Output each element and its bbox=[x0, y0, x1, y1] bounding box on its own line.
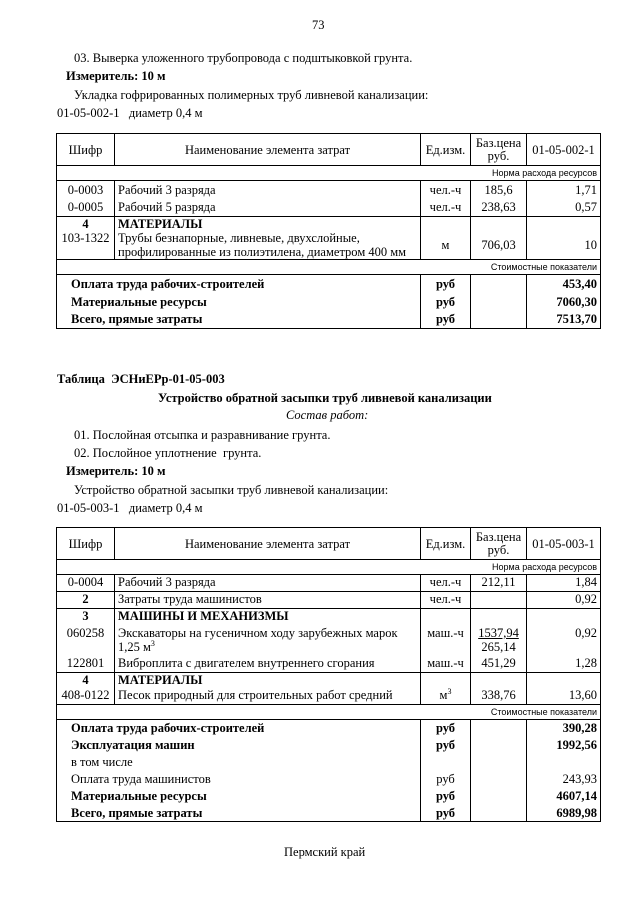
total-value: 390,28 bbox=[527, 720, 601, 737]
total-row bbox=[57, 737, 601, 754]
group-name: МАТЕРИАЛЫ bbox=[115, 217, 421, 232]
material-price: 706,03 bbox=[471, 231, 527, 260]
row-value: 1,28 bbox=[527, 654, 601, 672]
excavator-name-line2: 1,25 $м^3$ bbox=[118, 638, 155, 654]
total-label: Оплата труда рабочих-строителей bbox=[57, 720, 421, 737]
total-label: в том числе bbox=[57, 754, 421, 771]
group-name: МАШИНЫ И МЕХАНИЗМЫ bbox=[115, 609, 421, 624]
row-name: Рабочий 3 разряда bbox=[115, 575, 421, 592]
work-step: 01. Послойная отсыпка и разравнивание грунта. bbox=[74, 428, 331, 442]
row-value: 0,57 bbox=[527, 199, 601, 217]
header-unit: Ед.изм. bbox=[421, 528, 471, 560]
excavator-price-2: 265,14 bbox=[481, 640, 516, 654]
group-code: 3 bbox=[57, 609, 115, 624]
total-row bbox=[57, 788, 601, 805]
table-row bbox=[57, 231, 601, 260]
row-code: 0-0004 bbox=[57, 575, 115, 592]
row-price: 185,6 bbox=[471, 181, 527, 199]
header-code: Шифр bbox=[57, 134, 115, 166]
row-code: 0-0005 bbox=[57, 199, 115, 217]
table-row bbox=[57, 181, 601, 199]
total-label: Оплата труда машинистов bbox=[57, 771, 421, 788]
header-price: Баз.цена руб. bbox=[471, 134, 527, 166]
material-name bbox=[115, 231, 421, 260]
total-unit: руб bbox=[421, 720, 471, 737]
work-step: 02. Послойное уплотнение грунта. bbox=[74, 446, 262, 460]
table-row bbox=[57, 623, 601, 654]
total-unit: руб bbox=[421, 311, 471, 329]
estimate-table-2 bbox=[56, 527, 601, 822]
table-row bbox=[57, 592, 601, 609]
total-unit: руб bbox=[421, 805, 471, 822]
material-name-line2: профилированные из полиэтилена, диаметром 400 мм bbox=[118, 245, 407, 259]
row-unit: чел.-ч bbox=[421, 181, 471, 199]
header-unit: Ед.изм. bbox=[421, 134, 471, 166]
row-unit: чел.-ч bbox=[421, 575, 471, 592]
row-code: 0-0003 bbox=[57, 181, 115, 199]
row-price: 238,63 bbox=[471, 199, 527, 217]
work-description: Устройство обратной засыпки труб ливневой канализации: bbox=[74, 483, 389, 497]
cost-label: Стоимостные показатели bbox=[57, 705, 601, 720]
header-norm: 01-05-003-1 bbox=[527, 528, 601, 560]
norm-label: Норма расхода ресурсов bbox=[57, 560, 601, 575]
work-step: 03. Выверка уложенного трубопровода с подштыковкой грунта. bbox=[74, 51, 413, 65]
total-row bbox=[57, 771, 601, 788]
total-value: 7060,30 bbox=[527, 293, 601, 311]
header-name: Наименование элемента затрат bbox=[115, 528, 421, 560]
row-code: 060258 bbox=[57, 623, 115, 654]
table-row bbox=[57, 575, 601, 592]
row-code: 122801 bbox=[57, 654, 115, 672]
total-row bbox=[57, 293, 601, 311]
row-name: Рабочий 5 разряда bbox=[115, 199, 421, 217]
total-value: 7513,70 bbox=[527, 311, 601, 329]
total-row bbox=[57, 720, 601, 737]
page-number: 73 bbox=[312, 18, 325, 32]
row-name: Затраты труда машинистов bbox=[115, 592, 421, 609]
total-label: Всего, прямые затраты bbox=[57, 311, 421, 329]
row-price: 451,29 bbox=[471, 654, 527, 672]
material-code: 103-1322 bbox=[57, 231, 115, 260]
code-line: 01-05-003-1 диаметр 0,4 м bbox=[57, 501, 203, 515]
composition-label: Состав работ: bbox=[286, 408, 369, 422]
header-code: Шифр bbox=[57, 528, 115, 560]
total-unit: руб bbox=[421, 788, 471, 805]
estimate-table-1 bbox=[56, 133, 601, 329]
row-price: 212,11 bbox=[471, 575, 527, 592]
table-row bbox=[57, 217, 601, 232]
table-row bbox=[57, 672, 601, 687]
table-row bbox=[57, 687, 601, 705]
total-unit: руб bbox=[421, 737, 471, 754]
row-value: 1,71 bbox=[527, 181, 601, 199]
page-footer: Пермский край bbox=[284, 845, 366, 859]
row-value: 0,92 bbox=[527, 592, 601, 609]
total-row bbox=[57, 805, 601, 822]
row-name: Рабочий 3 разряда bbox=[115, 181, 421, 199]
total-unit: руб bbox=[421, 275, 471, 293]
row-name bbox=[115, 623, 421, 654]
material-name-line1: Трубы безнапорные, ливневые, двухслойные, bbox=[118, 231, 360, 245]
total-label: Эксплуатация машин bbox=[57, 737, 421, 754]
cost-label: Стоимостные показатели bbox=[57, 260, 601, 275]
total-value: 1992,56 bbox=[527, 737, 601, 754]
measure-unit: Измеритель: 10 м bbox=[66, 69, 166, 83]
work-description: Укладка гофрированных полимерных труб ливневой канализации: bbox=[74, 88, 429, 102]
material-value: 10 bbox=[527, 231, 601, 260]
table-title: Таблица ЭСНиЕРр-01-05-003 bbox=[57, 372, 225, 386]
total-value: 243,93 bbox=[527, 771, 601, 788]
table-row bbox=[57, 609, 601, 624]
header-norm: 01-05-002-1 bbox=[527, 134, 601, 166]
total-row bbox=[57, 754, 601, 771]
code-line: 01-05-002-1 диаметр 0,4 м bbox=[57, 106, 203, 120]
row-name: Виброплита с двигателем внутреннего сгорания bbox=[115, 654, 421, 672]
group-name: МАТЕРИАЛЫ bbox=[115, 672, 421, 687]
material-unit: м bbox=[421, 231, 471, 260]
header-name: Наименование элемента затрат bbox=[115, 134, 421, 166]
row-value: 13,60 bbox=[527, 687, 601, 705]
section-heading: Устройство обратной засыпки труб ливневой канализации bbox=[158, 391, 492, 405]
table-row bbox=[57, 199, 601, 217]
total-label: Материальные ресурсы bbox=[57, 293, 421, 311]
total-row bbox=[57, 311, 601, 329]
table-row bbox=[57, 654, 601, 672]
row-unit: $м^3$ bbox=[421, 687, 471, 705]
row-code: 2 bbox=[57, 592, 115, 609]
row-unit: чел.-ч bbox=[421, 592, 471, 609]
measure-unit: Измеритель: 10 м bbox=[66, 464, 166, 478]
excavator-name-line1: Экскаваторы на гусеничном ходу зарубежных марок bbox=[118, 626, 398, 640]
header-price: Баз.цена руб. bbox=[471, 528, 527, 560]
total-value: 453,40 bbox=[527, 275, 601, 293]
row-name: Песок природный для строительных работ средний bbox=[115, 687, 421, 705]
row-unit: чел.-ч bbox=[421, 199, 471, 217]
row-unit: маш.-ч bbox=[421, 623, 471, 654]
row-price bbox=[471, 623, 527, 654]
total-value: 6989,98 bbox=[527, 805, 601, 822]
row-value: 1,84 bbox=[527, 575, 601, 592]
norm-label: Норма расхода ресурсов bbox=[57, 166, 601, 181]
total-value: 4607,14 bbox=[527, 788, 601, 805]
row-price: 338,76 bbox=[471, 687, 527, 705]
total-label: Материальные ресурсы bbox=[57, 788, 421, 805]
row-value: 0,92 bbox=[527, 623, 601, 654]
group-code: 4 bbox=[57, 217, 115, 232]
total-label: Оплата труда рабочих-строителей bbox=[57, 275, 421, 293]
total-unit: руб bbox=[421, 771, 471, 788]
row-unit: маш.-ч bbox=[421, 654, 471, 672]
group-code: 4 bbox=[57, 672, 115, 687]
row-code: 408-0122 bbox=[57, 687, 115, 705]
total-label: Всего, прямые затраты bbox=[57, 805, 421, 822]
excavator-price-1: 1537,94 bbox=[478, 626, 519, 640]
total-unit: руб bbox=[421, 293, 471, 311]
total-row bbox=[57, 275, 601, 293]
